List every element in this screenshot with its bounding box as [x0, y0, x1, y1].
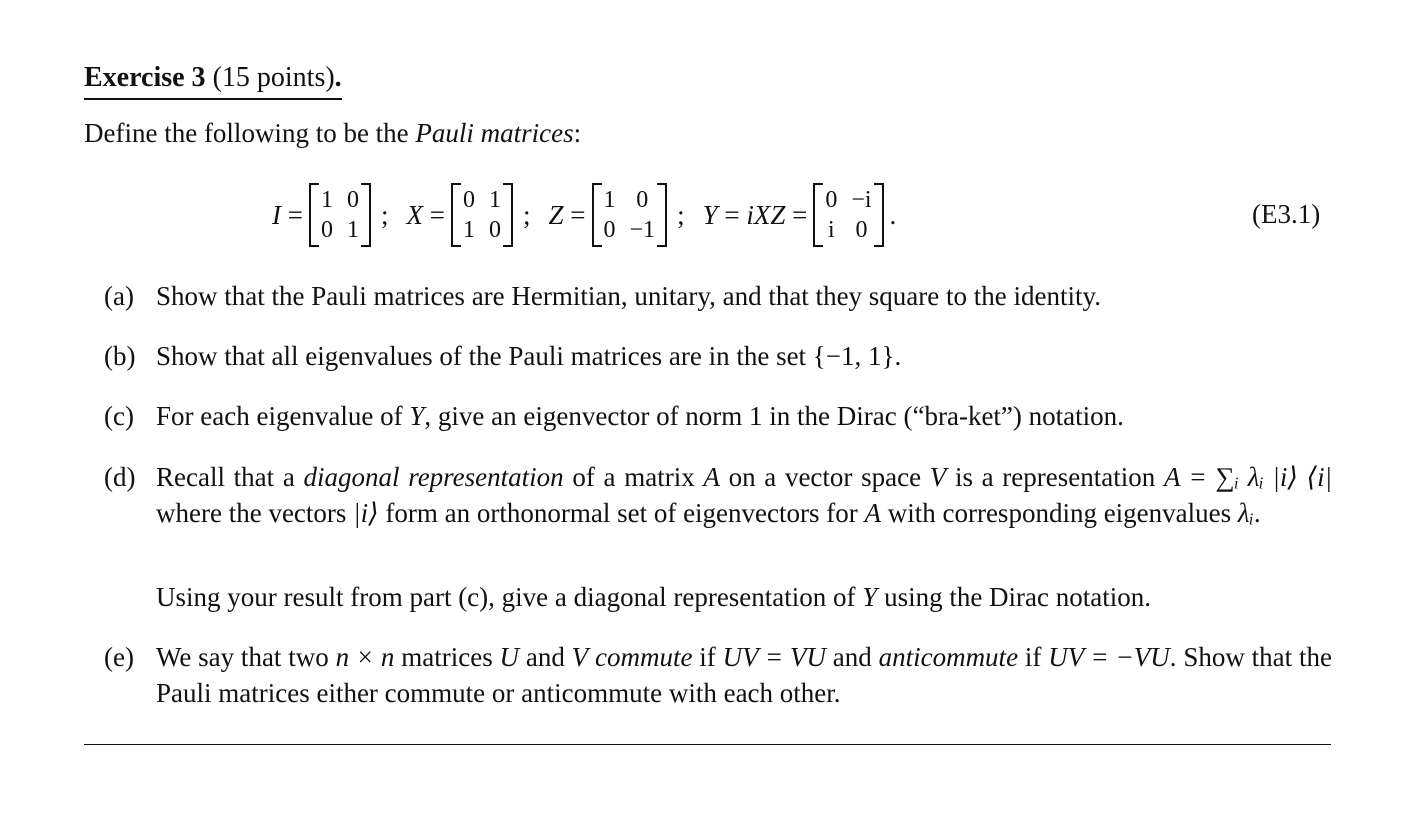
- pauli-term: Pauli matrices: [415, 118, 574, 148]
- item-text: We say that two n × n matrices U and V commute if UV = VU and anticommute if UV = −VU. Show that the Pauli matrices either commute or anticommute with each other.: [156, 642, 1332, 708]
- item-text: For each eigenvalue of Y, give an eigenvector of norm 1 in the Dirac (“bra-ket”) notation.: [156, 401, 1124, 431]
- matrix-i: 1 0 0 1: [309, 183, 371, 247]
- bottom-rule: [84, 744, 1331, 745]
- item-label: (e): [104, 642, 134, 672]
- exercise-period: .: [334, 62, 342, 93]
- item-text: Recall that a diagonal representation of a matrix A on a vector space V is a representation A = ∑ᵢ λᵢ |i⟩ ⟨i| where the vectors |i⟩ form an orthonormal set of eigenvectors for A with corresponding eigenvalues λᵢ.: [156, 462, 1333, 528]
- commute-term: commute: [594, 642, 693, 672]
- matrix-z: 1 0 0 −1: [592, 183, 668, 247]
- matrix-name-i: I: [272, 199, 281, 230]
- exercise-header: [84, 60, 342, 100]
- item-d: [104, 459, 1332, 531]
- item-d-paragraph-2: Using your result from part (c), give a diagonal representation of Y using the Dirac notation.: [156, 582, 1152, 612]
- matrix-name-z: Z: [548, 199, 564, 230]
- exercise-title: Exercise 3: [84, 62, 206, 93]
- intro-text: Define the following to be the Pauli matrices:: [84, 118, 582, 148]
- item-text: Show that all eigenvalues of the Pauli matrices are in the set {−1, 1}.: [156, 341, 902, 371]
- matrix-y: 0 −i i 0: [813, 183, 883, 247]
- item-label: (a): [104, 281, 134, 311]
- item-a: [104, 278, 1332, 314]
- diagonal-formula: A = ∑ᵢ λᵢ |i⟩ ⟨i|: [1163, 462, 1333, 492]
- item-label: (d): [104, 462, 136, 492]
- matrix-y-expr: iXZ: [746, 199, 786, 230]
- item-text: Show that the Pauli matrices are Hermitian, unitary, and that they square to the identity.: [156, 281, 1101, 311]
- anticommute-term: anticommute: [878, 642, 1019, 672]
- equation-number: (E3.1): [1252, 199, 1321, 229]
- matrix-name-y: Y: [702, 199, 718, 230]
- matrix-name-x: X: [406, 199, 423, 230]
- item-e: [104, 639, 1332, 711]
- item-label: (b): [104, 341, 136, 371]
- item-c: [104, 398, 1332, 434]
- matrix-x: 0 1 1 0: [451, 183, 513, 247]
- exercise-points: (15 points): [212, 62, 335, 93]
- pauli-equation: I = 1 0 0 1 ; X = 0 1 1 0 ; Z = 1 0 0 −1 ; Y = iXZ = 0 −i i 0 .: [272, 180, 896, 250]
- item-b: [104, 338, 1332, 374]
- item-label: (c): [104, 401, 134, 431]
- diagonal-representation-term: diagonal representation: [303, 462, 564, 492]
